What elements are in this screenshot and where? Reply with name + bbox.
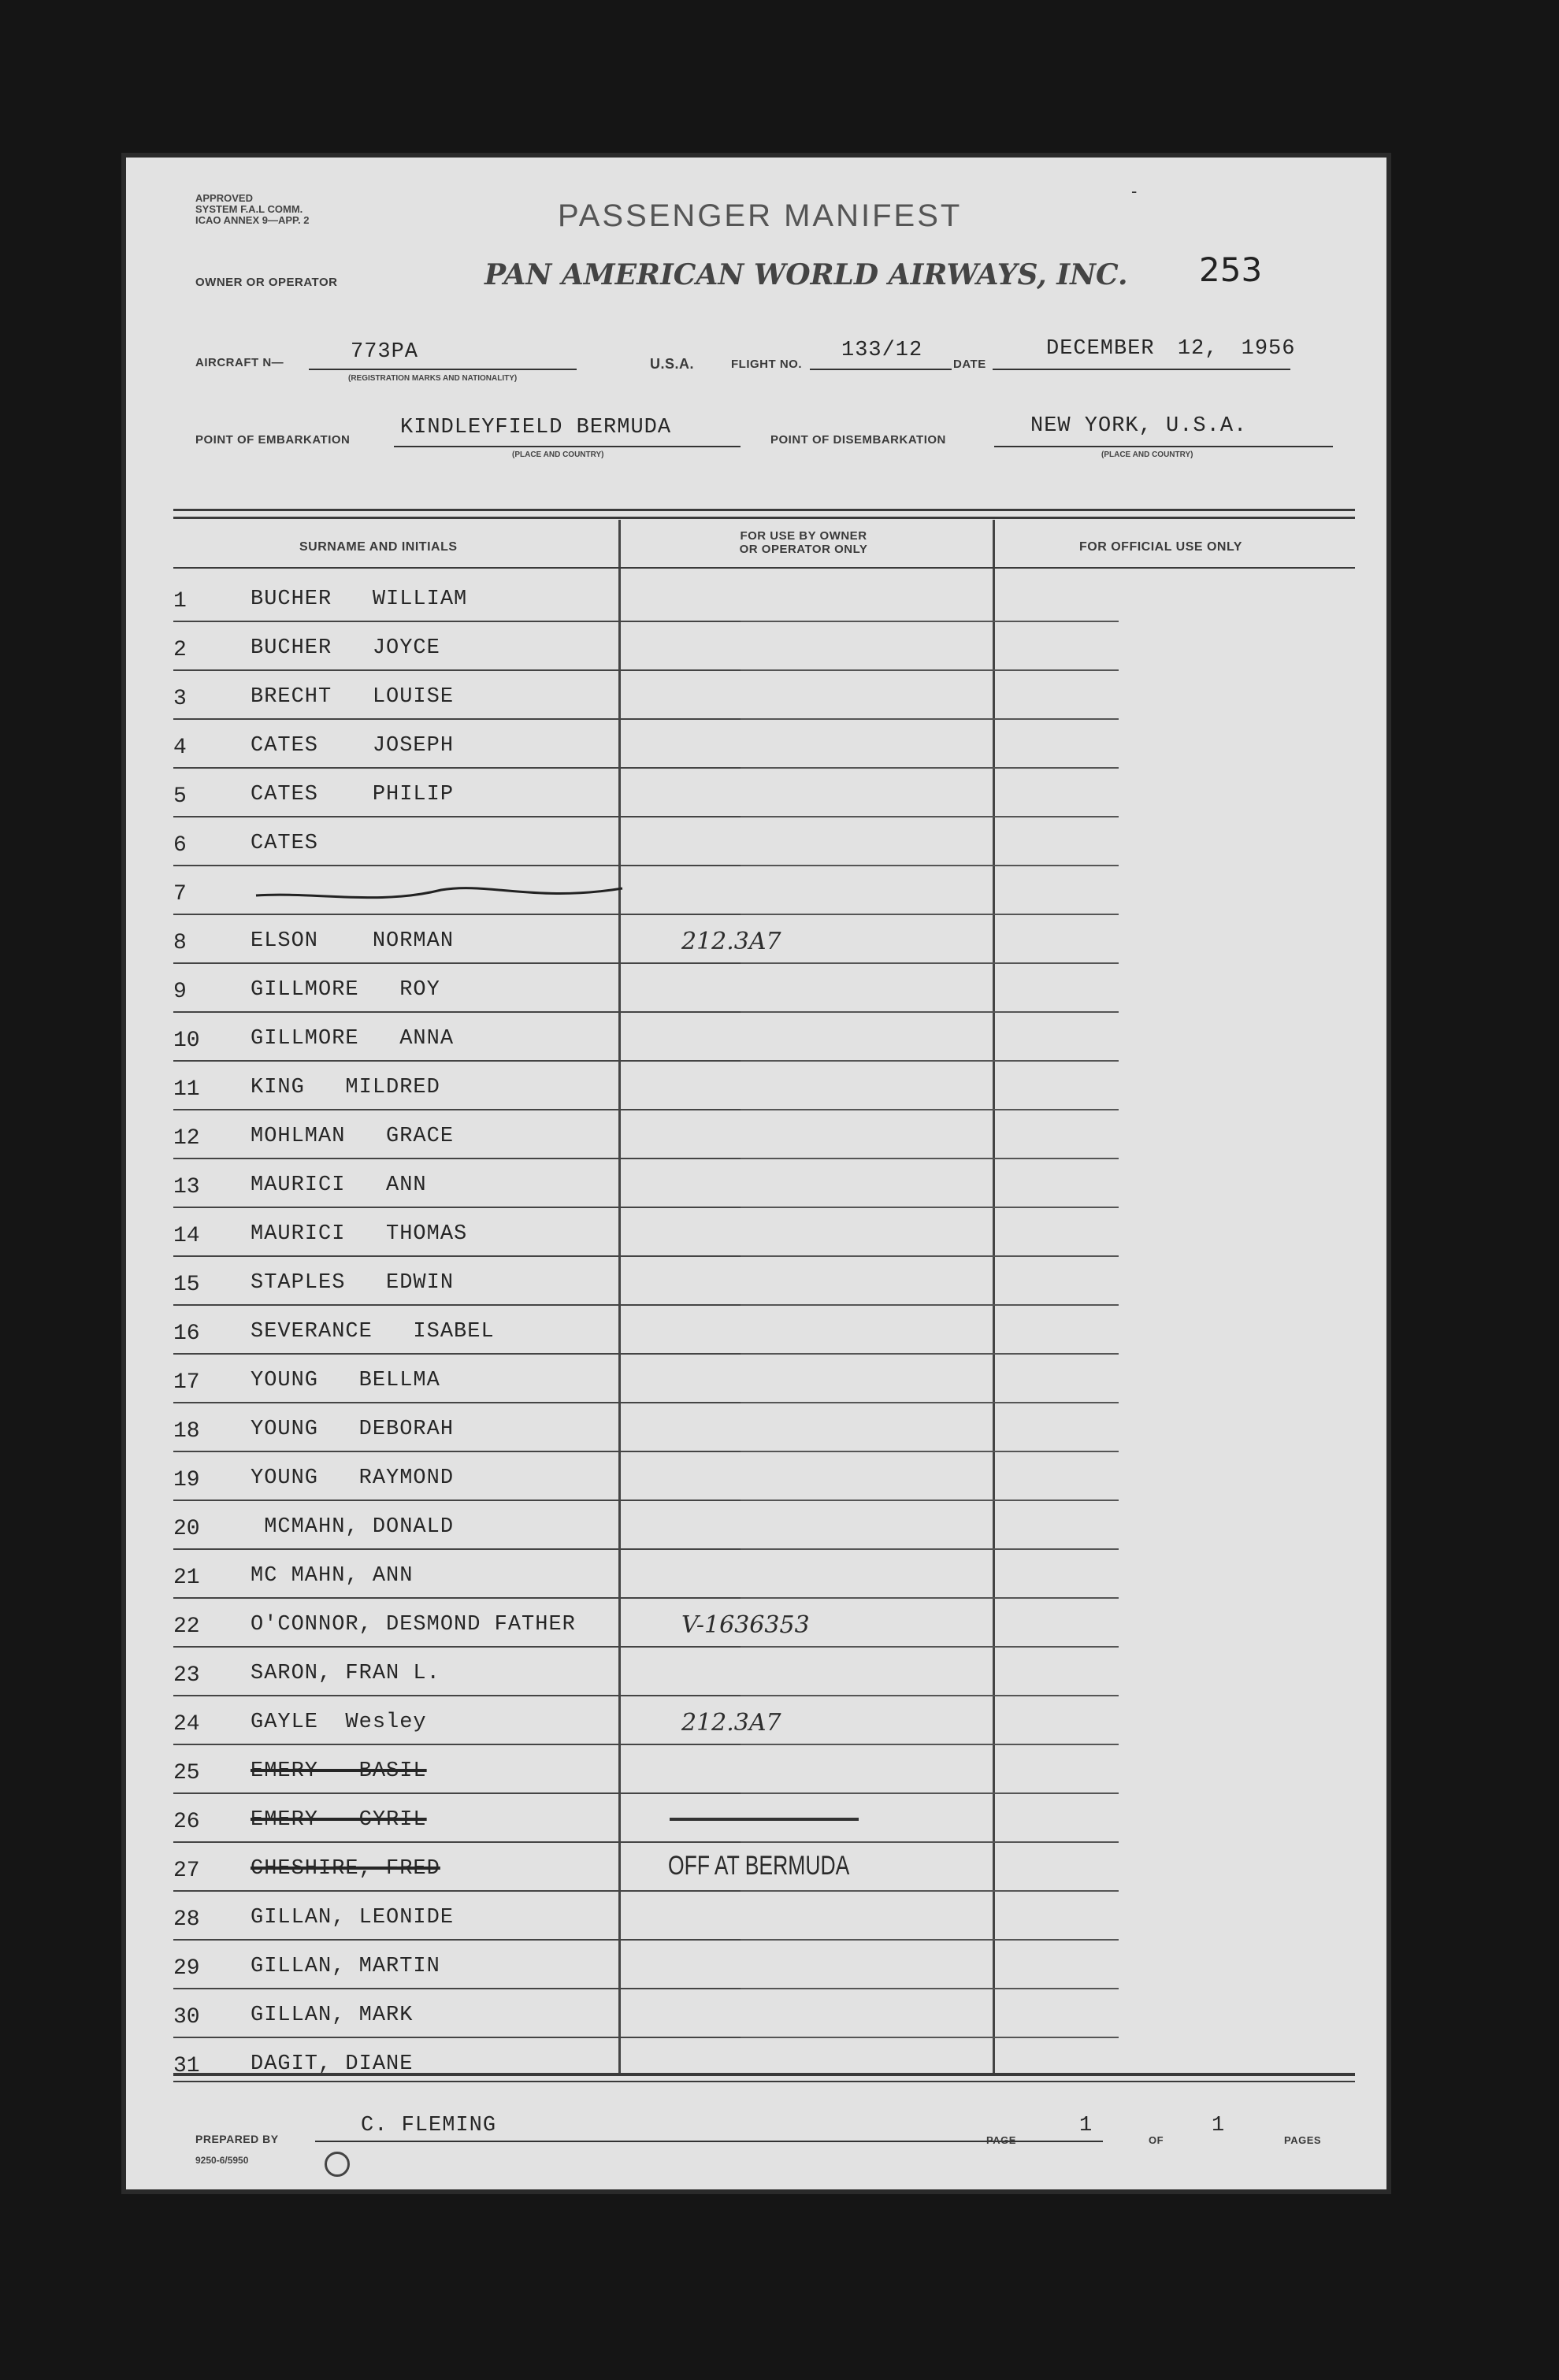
row-rule — [741, 1939, 1119, 1941]
surname-column-header: SURNAME AND INITIALS — [299, 540, 458, 554]
pages-label: PAGES — [1284, 2134, 1322, 2146]
row-rule — [173, 1500, 741, 1501]
owner-entry: 212.3A7 — [681, 928, 781, 955]
passenger-name: KING MILDRED — [251, 1076, 440, 1099]
passenger-name: MOHLMAN GRACE — [251, 1125, 455, 1148]
flight-underline — [810, 369, 952, 370]
row-rule — [173, 1744, 741, 1745]
passenger-name: MAURICI THOMAS — [251, 1222, 468, 1246]
passenger-name: DAGIT, DIANE — [251, 2052, 414, 2076]
table-row — [126, 1797, 1386, 1846]
approval-line: ICAO ANNEX 9—APP. 2 — [195, 214, 310, 226]
row-rule — [741, 1109, 1119, 1110]
table-row — [126, 1309, 1386, 1358]
row-rule — [741, 2037, 1119, 2038]
row-rule — [173, 1548, 741, 1550]
row-rule — [173, 816, 741, 817]
passenger-name: SARON, FRAN L. — [251, 1662, 440, 1685]
prepared-underline — [315, 2141, 1103, 2142]
row-rule — [741, 816, 1119, 817]
row-number: 24 — [173, 1712, 200, 1737]
embarkation-label: POINT OF EMBARKATION — [195, 433, 351, 447]
row-number: 11 — [173, 1077, 200, 1102]
table-top-rule — [173, 509, 1355, 511]
of-label: OF — [1149, 2134, 1164, 2146]
row-rule — [741, 1792, 1119, 1794]
passenger-name: GILLAN, LEONIDE — [251, 1906, 455, 1930]
row-rule — [173, 1792, 741, 1794]
table-row — [126, 723, 1386, 772]
owner-entry: 212.3A7 — [681, 1709, 781, 1737]
aircraft-underline — [309, 369, 577, 370]
row-number: 5 — [173, 784, 187, 809]
table-row — [126, 1455, 1386, 1504]
row-number: 16 — [173, 1322, 200, 1346]
row-rule — [741, 1207, 1119, 1208]
passenger-name: MAURICI ANN — [251, 1173, 427, 1197]
aircraft-label: AIRCRAFT N— — [195, 356, 284, 369]
passenger-name: EMERY CYRIL — [251, 1808, 427, 1832]
disembarkation-value: NEW YORK, U.S.A. — [1030, 414, 1248, 438]
page-total: 1 — [1212, 2114, 1226, 2137]
row-number: 25 — [173, 1761, 200, 1785]
union-bug-icon — [325, 2152, 350, 2177]
owner-column-header-line: OR OPERATOR ONLY — [739, 543, 868, 556]
table-row — [126, 772, 1386, 821]
usa-label: U.S.A. — [650, 356, 695, 372]
row-rule — [173, 1207, 741, 1208]
row-number: 22 — [173, 1614, 200, 1639]
row-rule — [741, 1451, 1119, 1452]
passenger-name: CHESHIRE, FRED — [251, 1857, 440, 1881]
passenger-name: GAYLE Wesley — [251, 1711, 427, 1734]
row-number: 30 — [173, 2005, 200, 2030]
table-row — [126, 967, 1386, 1016]
row-number: 27 — [173, 1859, 200, 1883]
row-rule — [741, 1841, 1119, 1843]
row-number: 8 — [173, 931, 187, 955]
owner-entry: OFF AT BERMUDA — [668, 1851, 850, 1881]
row-number: 28 — [173, 1907, 200, 1932]
row-number: 29 — [173, 1956, 200, 1981]
passenger-name: CATES JOSEPH — [251, 734, 455, 758]
row-number: 2 — [173, 638, 187, 662]
embarkation-underline — [394, 446, 741, 447]
table-row — [126, 1065, 1386, 1114]
row-rule — [173, 1646, 741, 1648]
row-rule — [173, 1255, 741, 1257]
dash-mark: - — [1131, 181, 1138, 201]
approval-line: APPROVED — [195, 192, 253, 204]
disembarkation-label: POINT OF DISEMBARKATION — [770, 433, 946, 447]
table-row — [126, 1211, 1386, 1260]
page-stamp-number: 253 — [1199, 250, 1263, 289]
row-number: 21 — [173, 1566, 200, 1590]
row-rule — [741, 1548, 1119, 1550]
date-underline — [993, 369, 1290, 370]
row-rule — [173, 1402, 741, 1403]
row-number: 13 — [173, 1175, 200, 1199]
row-number: 9 — [173, 980, 187, 1004]
passenger-name: MCMAHN, DONALD — [251, 1515, 455, 1539]
header-rule — [173, 567, 1355, 569]
date-label: DATE — [953, 358, 986, 371]
row-number: 3 — [173, 687, 187, 711]
row-rule — [173, 621, 741, 622]
embarkation-value: KINDLEYFIELD BERMUDA — [400, 416, 672, 439]
row-rule — [741, 1890, 1119, 1892]
row-rule — [173, 1158, 741, 1159]
passenger-name: BRECHT LOUISE — [251, 685, 455, 709]
table-row — [126, 869, 1386, 918]
row-rule — [741, 865, 1119, 866]
table-row — [126, 1846, 1386, 1895]
disembarkation-note: (PLACE AND COUNTRY) — [1101, 450, 1193, 459]
row-number: 17 — [173, 1370, 200, 1395]
row-number: 26 — [173, 1810, 200, 1834]
table-row — [126, 1895, 1386, 1944]
row-number: 14 — [173, 1224, 200, 1248]
row-rule — [741, 621, 1119, 622]
table-row — [126, 625, 1386, 674]
table-row — [126, 576, 1386, 625]
row-number: 31 — [173, 2054, 200, 2078]
table-row — [126, 1944, 1386, 1993]
table-row — [126, 1602, 1386, 1651]
flight-value: 133/12 — [841, 339, 923, 362]
form-number: 9250-6/5950 — [195, 2155, 249, 2166]
handwritten-scribble-line — [252, 884, 630, 907]
row-rule — [741, 1646, 1119, 1648]
row-rule — [173, 767, 741, 769]
row-rule — [741, 1695, 1119, 1696]
owner-label: OWNER OR OPERATOR — [195, 276, 338, 289]
table-row — [126, 1993, 1386, 2041]
table-row — [126, 2041, 1386, 2090]
row-rule — [173, 1988, 741, 1989]
passenger-name: YOUNG BELLMA — [251, 1369, 440, 1392]
passenger-name: CATES PHILIP — [251, 783, 455, 806]
row-rule — [741, 1304, 1119, 1306]
passenger-name: GILLAN, MARTIN — [251, 1955, 440, 1978]
operator-name: PAN AMERICAN WORLD AIRWAYS, INC. — [484, 258, 1128, 291]
aircraft-note: (REGISTRATION MARKS AND NATIONALITY) — [348, 374, 518, 383]
table-row — [126, 1651, 1386, 1700]
row-rule — [173, 718, 741, 720]
table-row — [126, 1162, 1386, 1211]
passenger-name: ELSON NORMAN — [251, 929, 455, 953]
row-rule — [173, 1597, 741, 1599]
approval-line: SYSTEM F.A.L COMM. — [195, 203, 303, 215]
date-value: DECEMBER 12, 1956 — [1046, 337, 1296, 361]
table-row — [126, 1016, 1386, 1065]
row-number: 12 — [173, 1126, 200, 1151]
passenger-name: SEVERANCE ISABEL — [251, 1320, 495, 1344]
row-rule — [173, 1109, 741, 1110]
owner-entry: V-1636353 — [681, 1611, 810, 1639]
row-rule — [173, 1353, 741, 1355]
row-rule — [741, 1011, 1119, 1013]
disembarkation-underline — [994, 446, 1333, 447]
row-rule — [741, 1597, 1119, 1599]
row-rule — [173, 914, 741, 915]
passenger-name: EMERY BASIL — [251, 1759, 427, 1783]
table-row — [126, 1700, 1386, 1748]
table-row — [126, 821, 1386, 869]
row-rule — [173, 1451, 741, 1452]
passenger-name: BUCHER WILLIAM — [251, 588, 468, 611]
row-rule — [741, 1353, 1119, 1355]
embarkation-note: (PLACE AND COUNTRY) — [512, 450, 604, 459]
table-bottom-rule-2 — [173, 2081, 1355, 2082]
row-rule — [173, 1890, 741, 1892]
passenger-name: GILLMORE ROY — [251, 978, 440, 1002]
row-rule — [741, 1255, 1119, 1257]
row-number: 19 — [173, 1468, 200, 1492]
prepared-by-label: PREPARED BY — [195, 2133, 279, 2145]
row-rule — [741, 1060, 1119, 1062]
row-rule — [173, 1304, 741, 1306]
table-row — [126, 1553, 1386, 1602]
table-row — [126, 1407, 1386, 1455]
row-rule — [173, 1011, 741, 1013]
row-rule — [173, 1060, 741, 1062]
row-number: 18 — [173, 1419, 200, 1444]
passenger-name: GILLAN, MARK — [251, 2004, 414, 2027]
table-row — [126, 674, 1386, 723]
passenger-name: O'CONNOR, DESMOND FATHER — [251, 1613, 576, 1637]
row-rule — [173, 2037, 741, 2038]
row-rule — [741, 669, 1119, 671]
row-rule — [173, 1695, 741, 1696]
row-number: 23 — [173, 1663, 200, 1688]
row-rule — [173, 865, 741, 866]
row-rule — [741, 962, 1119, 964]
row-rule — [173, 1939, 741, 1941]
strike-mark — [670, 1818, 859, 1821]
table-row — [126, 918, 1386, 967]
passenger-name: YOUNG DEBORAH — [251, 1418, 455, 1441]
table-row — [126, 1748, 1386, 1797]
row-number: 4 — [173, 736, 187, 760]
row-rule — [741, 1744, 1119, 1745]
aircraft-value: 773PA — [351, 340, 419, 364]
owner-column-header-line: FOR USE BY OWNER — [740, 529, 867, 543]
row-rule — [741, 1402, 1119, 1403]
passenger-name: MC MAHN, ANN — [251, 1564, 414, 1588]
table-bottom-rule — [173, 2073, 1355, 2076]
row-number: 15 — [173, 1273, 200, 1297]
approval-block — [195, 193, 310, 226]
page-title: PASSENGER MANIFEST — [558, 198, 963, 233]
row-number: 7 — [173, 882, 187, 906]
passenger-name: YOUNG RAYMOND — [251, 1466, 455, 1490]
table-row — [126, 1358, 1386, 1407]
flight-label: FLIGHT NO. — [731, 358, 802, 371]
row-number: 10 — [173, 1029, 200, 1053]
page-label: PAGE — [986, 2134, 1016, 2146]
row-number: 6 — [173, 833, 187, 858]
page-value: 1 — [1079, 2114, 1093, 2137]
row-rule — [173, 962, 741, 964]
row-rule — [173, 1841, 741, 1843]
row-rule — [741, 767, 1119, 769]
table-top-rule-2 — [173, 517, 1355, 519]
row-number: 20 — [173, 1517, 200, 1541]
row-number: 1 — [173, 589, 187, 614]
row-rule — [741, 718, 1119, 720]
passenger-name: STAPLES EDWIN — [251, 1271, 455, 1295]
passenger-name: CATES — [251, 832, 319, 855]
table-row — [126, 1114, 1386, 1162]
row-rule — [741, 914, 1119, 915]
row-rule — [741, 1988, 1119, 1989]
table-row — [126, 1260, 1386, 1309]
owner-column-header — [709, 529, 898, 556]
table-row — [126, 1504, 1386, 1553]
manifest-page — [126, 158, 1386, 2189]
passenger-name: GILLMORE ANNA — [251, 1027, 455, 1051]
row-rule — [741, 1158, 1119, 1159]
row-rule — [741, 1500, 1119, 1501]
row-rule — [173, 669, 741, 671]
prepared-by-value: C. FLEMING — [361, 2114, 497, 2137]
passenger-name: BUCHER JOYCE — [251, 636, 440, 660]
official-column-header: FOR OFFICIAL USE ONLY — [1079, 540, 1242, 554]
